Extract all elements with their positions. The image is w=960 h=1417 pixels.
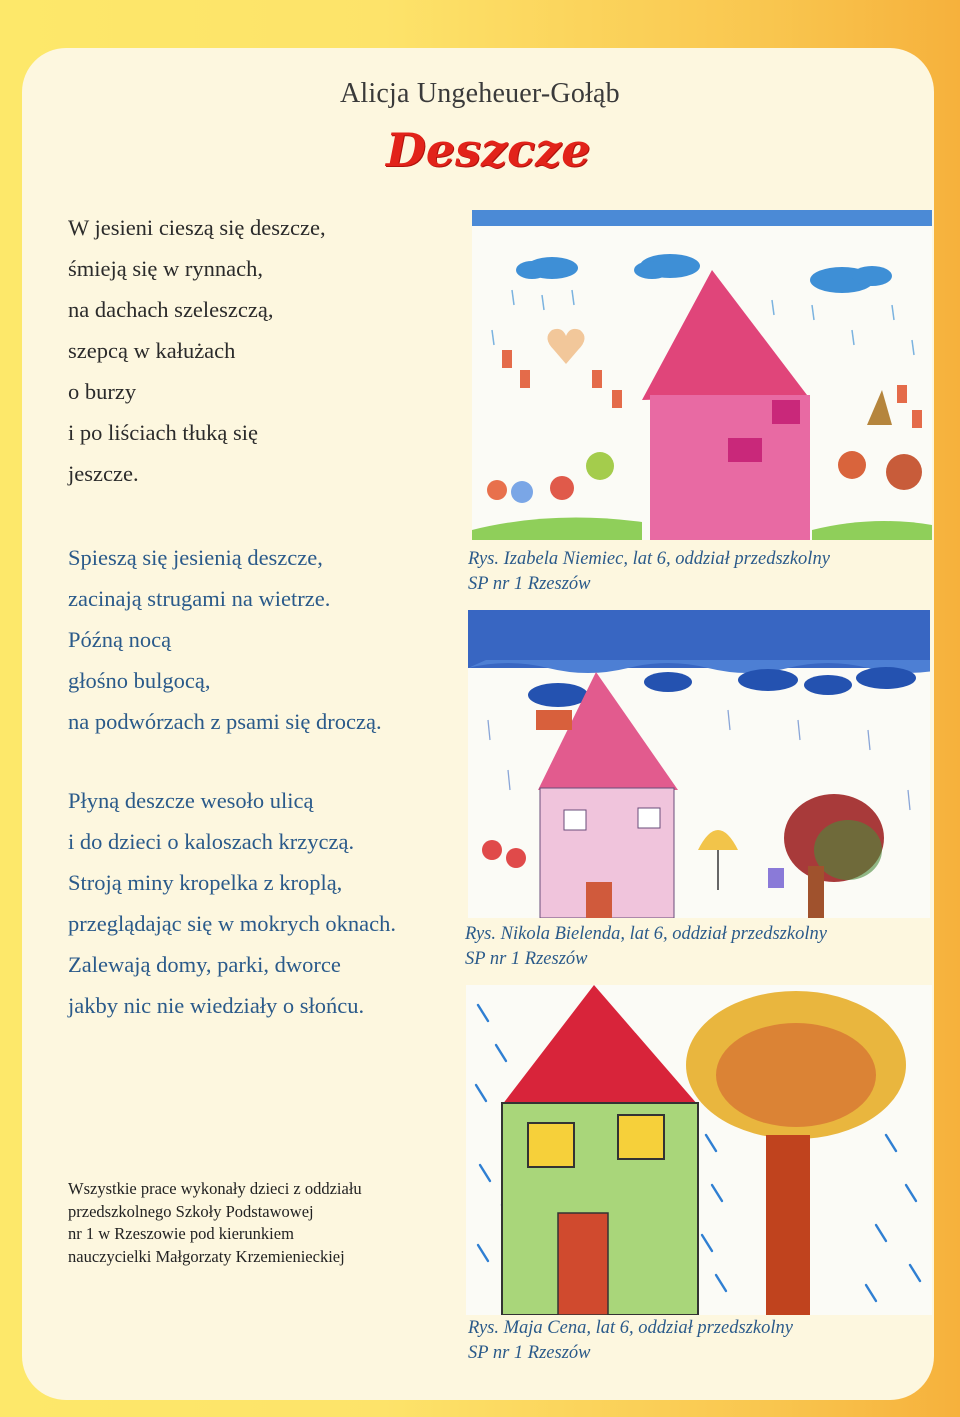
poem-line: na dachach szeleszczą, [68,297,274,322]
poem-line: Zalewają domy, parki, dworce [68,952,341,977]
poem-line: głośno bulgocą, [68,668,211,693]
poem-line: zacinają strugami na wietrze. [68,586,331,611]
stanza-1 [68,207,326,494]
poem-line: Stroją miny kropelka z kroplą, [68,870,343,895]
poem-line: szepcą w kałużach [68,338,236,363]
drawing-3-caption [468,1316,793,1366]
stanza-3 [68,780,396,1026]
poem-line: przeglądając się w mokrych oknach. [68,911,396,936]
poem-line: jakby nic nie wiedziały o słońcu. [68,993,365,1018]
child-drawing-1 [472,210,932,540]
note-line: nr 1 w Rzeszowie pod kierunkiem [68,1224,294,1243]
poem-title: Deszcze [386,123,591,177]
caption-line: SP nr 1 Rzeszów [468,1343,591,1363]
caption-line: SP nr 1 Rzeszów [465,949,588,969]
poem-line: Późną nocą [68,627,172,652]
credits-note [68,1178,362,1268]
poem-line: i po liściach tłuką się [68,420,258,445]
poem-line: na podwórzach z psami się droczą. [68,709,382,734]
caption-line: Rys. Izabela Niemiec, lat 6, oddział przedszkolny [468,549,830,569]
child-drawing-3 [466,985,932,1315]
poem-line: Płyną deszcze wesoło ulicą [68,788,314,813]
note-line: Wszystkie prace wykonały dzieci z oddziału [68,1179,362,1198]
drawing-1-caption [468,547,830,597]
poem-line: W jesieni cieszą się deszcze, [68,215,326,240]
author-name: Alicja Ungeheuer-Gołąb [340,78,620,109]
caption-line: Rys. Nikola Bielenda, lat 6, oddział przedszkolny [465,924,827,944]
poem-line: Spieszą się jesienią deszcze, [68,545,323,570]
poem-line: śmieją się w rynnach, [68,256,263,281]
drawing-2-caption [465,922,827,972]
poem-line: jeszcze. [68,461,139,486]
stanza-2 [68,537,382,742]
note-line: przedszkolnego Szkoły Podstawowej [68,1201,314,1221]
child-drawing-2 [468,610,930,918]
caption-line: SP nr 1 Rzeszów [468,574,591,594]
poem-line: i do dzieci o kaloszach krzyczą. [68,829,355,854]
poem-line: o burzy [68,379,137,404]
caption-line: Rys. Maja Cena, lat 6, oddział przedszkolny [468,1318,793,1338]
note-line: nauczycielki Małgorzaty Krzemienieckiej [68,1246,345,1266]
